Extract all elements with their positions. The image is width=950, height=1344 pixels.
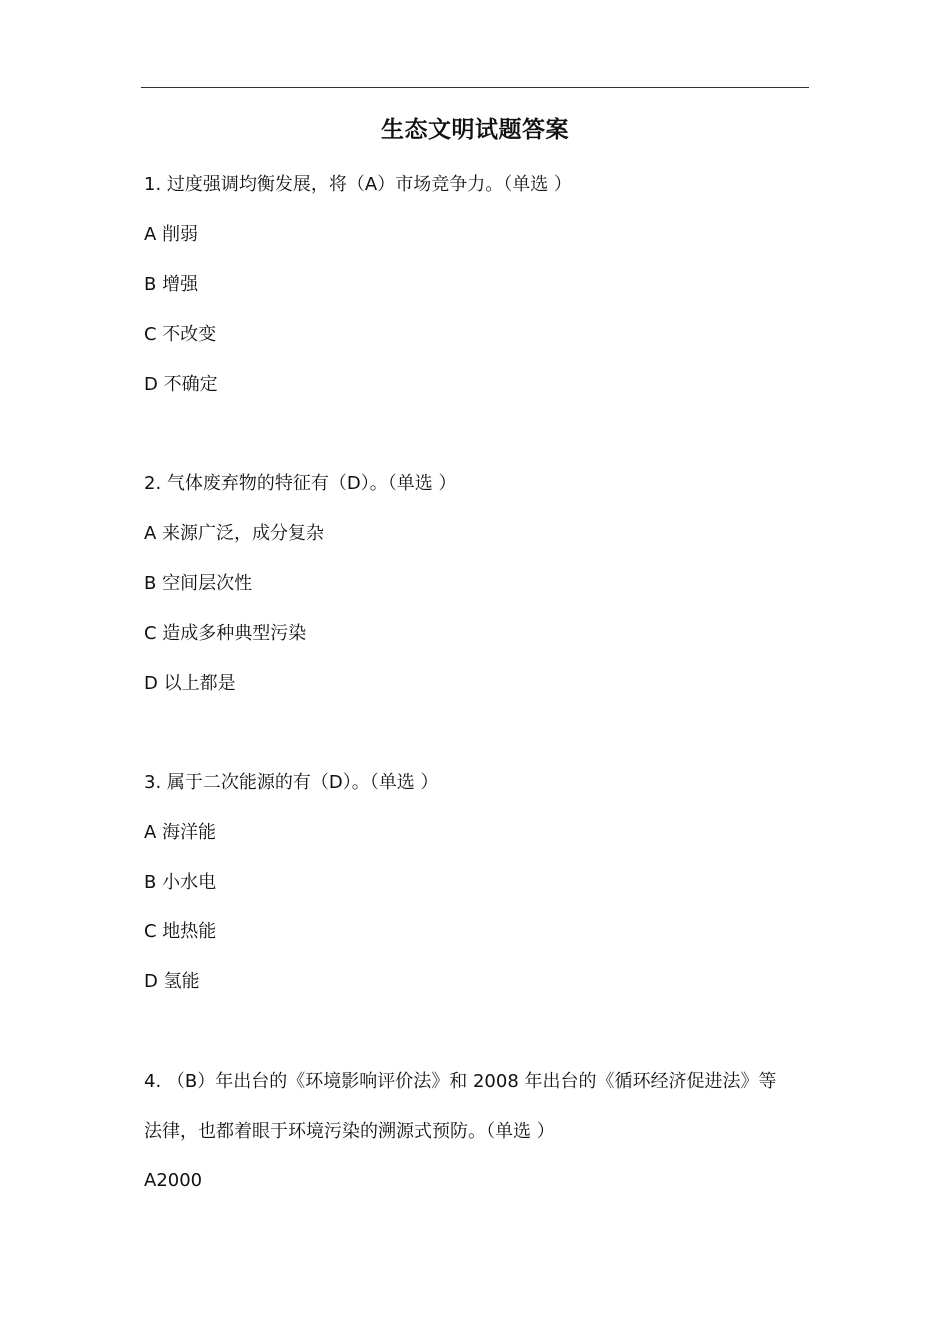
question-2-option-c: C 造成多种典型污染 xyxy=(144,623,307,644)
question-1-option-b: B 增强 xyxy=(144,274,199,295)
header-rule xyxy=(141,87,809,88)
question-4-stem-continued: 法律，也都着眼于环境污染的溯源式预防。（单选 ） xyxy=(144,1121,555,1142)
question-3-option-a: A 海洋能 xyxy=(144,822,217,843)
question-2-stem: 2. 气体废弃物的特征有（D）。（单选 ） xyxy=(144,473,457,494)
document-title: 生态文明试题答案 xyxy=(381,117,569,143)
question-2-option-b: B 空间层次性 xyxy=(144,573,253,594)
question-3-option-c: C 地热能 xyxy=(144,921,217,942)
question-1-option-c: C 不改变 xyxy=(144,324,217,345)
question-3-option-b: B 小水电 xyxy=(144,872,217,893)
question-1-option-d: D 不确定 xyxy=(144,374,218,395)
question-4-option-a: A2000 xyxy=(144,1170,203,1191)
question-2-option-a: A 来源广泛，成分复杂 xyxy=(144,523,325,544)
question-4-stem: 4. （B）年出台的《环境影响评价法》和 2008 年出台的《循环经济促进法》等 xyxy=(144,1071,777,1092)
question-1-stem: 1. 过度强调均衡发展，将（A）市场竞争力。（单选 ） xyxy=(144,174,572,195)
question-3-option-d: D 氢能 xyxy=(144,971,200,992)
question-3-stem: 3. 属于二次能源的有（D）。（单选 ） xyxy=(144,772,439,793)
question-1-option-a: A 削弱 xyxy=(144,224,199,245)
question-2-option-d: D 以上都是 xyxy=(144,673,236,694)
